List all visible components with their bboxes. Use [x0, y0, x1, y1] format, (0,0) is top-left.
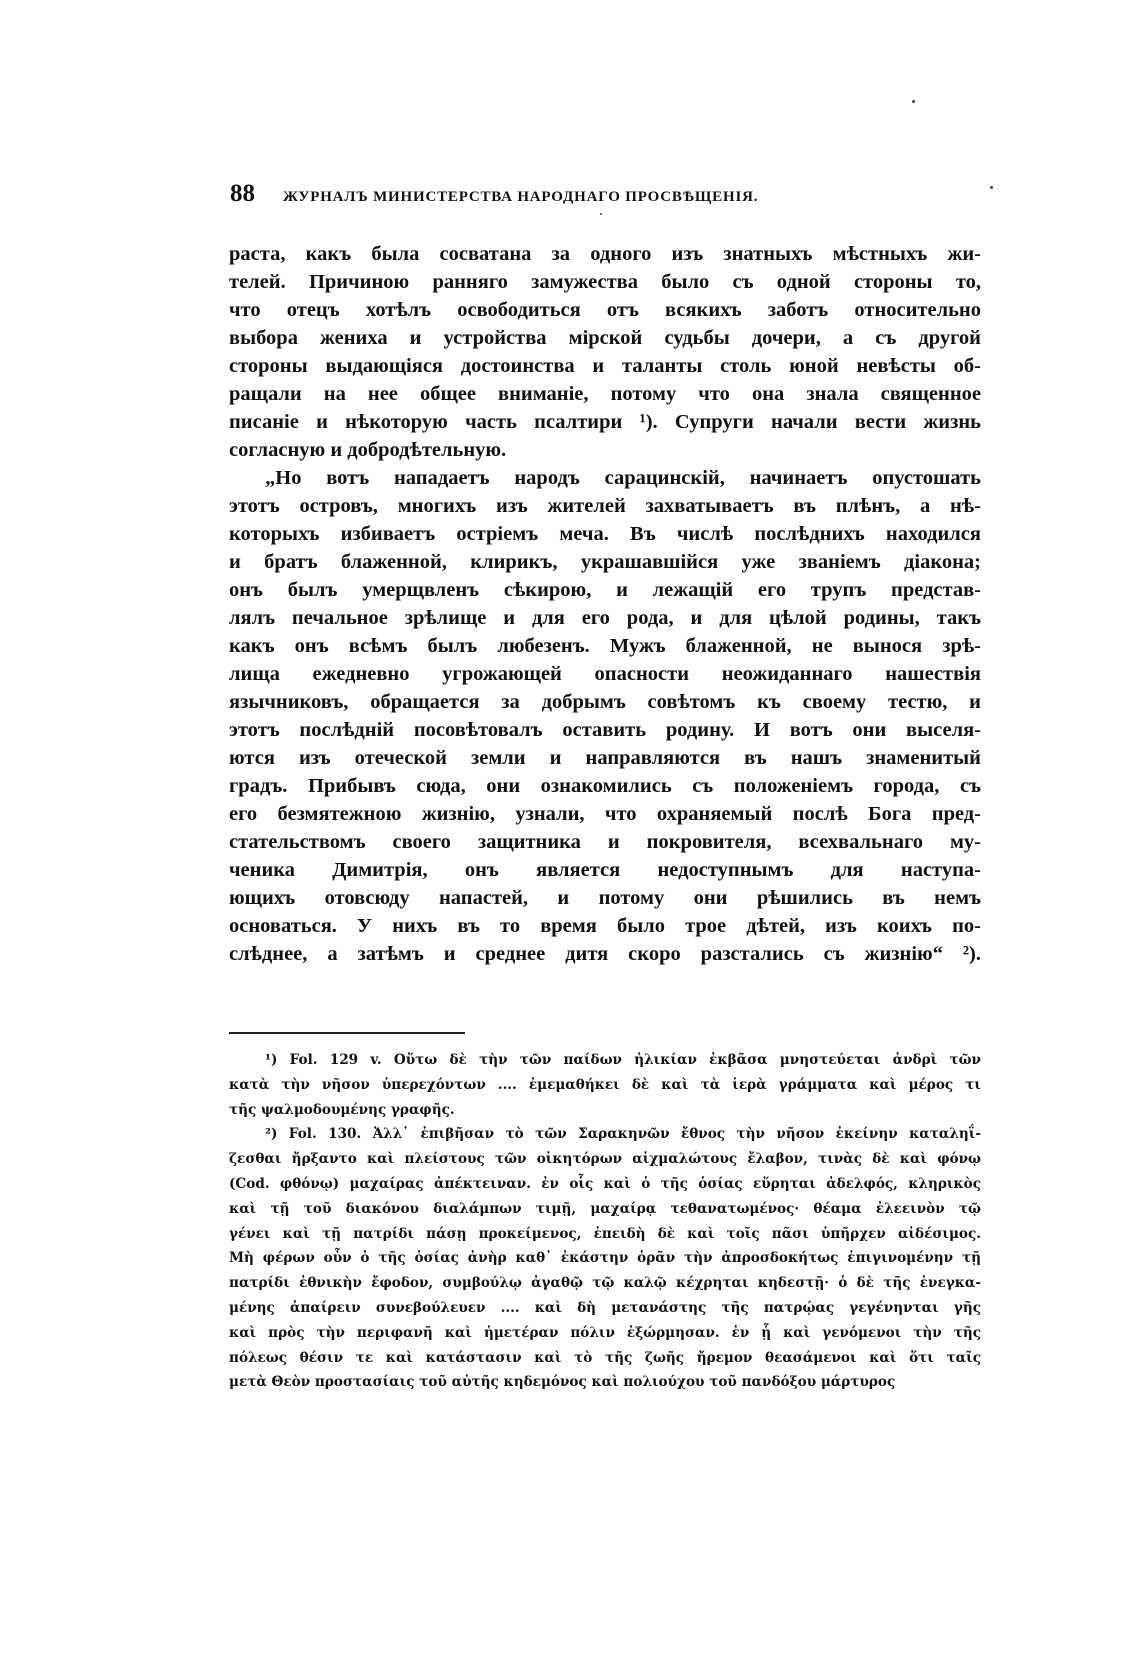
text-line: основаться. У нихъ въ то время было трое дѣтей, изъ коихъ по-: [229, 915, 981, 937]
text-line: согласную и добродѣтельную.: [229, 439, 507, 461]
text-line: ращали на нее общее вниманіе, потому что она знала священное: [229, 383, 981, 405]
running-title: ЖУРНАЛЪ МИНИСТЕРСТВА НАРОДНАГО ПРОСВѢЩЕНІЯ.: [283, 189, 759, 205]
text-line: раста, какъ была сосватана за одного изъ знатныхъ мѣстныхъ жи-: [229, 243, 981, 265]
footnote-line: ¹) Fol. 129 v. Οὕτω δὲ τὴν τῶν παίδων ἡλικίαν ἐκβᾶσα μνηστεύεται ἀνδρὶ τῶν: [265, 1052, 981, 1068]
text-line: писаніе и нѣкоторую часть псалтири ¹). Супруги начали вести жизнь: [229, 411, 981, 433]
text-line: ющихъ отовсюду напастей, и потому они рѣшились въ немъ: [229, 887, 981, 909]
scan-speck: [990, 186, 993, 189]
footnote-line: πόλεως θέσιν τε καὶ κατάστασιν καὶ τὸ τῆς ζωῆς ἤρεμον θεασάμενοι καὶ ὅτι ταῖς: [229, 1349, 981, 1366]
text-line: и братъ блаженной, клирикъ, украшавшійся уже званіемъ діакона;: [229, 551, 981, 573]
text-line: язычниковъ, обращается за добрымъ совѣтомъ къ своему тестю, и: [229, 691, 981, 713]
footnote-line: μένης ἀπαίρειν συνεβούλευεν .... καὶ δὴ μετανάστης τῆς πατρῴας γεγένηνται γῆς: [229, 1299, 981, 1316]
text-line: слѣднее, а затѣмъ и среднее дитя скоро разстались съ жизнію“ ²).: [229, 943, 981, 965]
text-line: „Но вотъ нападаетъ народъ сарацинскій, начинаетъ опустошать: [265, 467, 981, 489]
text-line: градъ. Прибывъ сюда, они ознакомились съ положеніемъ города, съ: [229, 775, 981, 797]
text-line: лища ежедневно угрожающей опасности неожиданнаго нашествія: [229, 663, 981, 685]
footnote-line: γένει καὶ τῇ πατρίδι πάσῃ προκείμενος, ἐπειδὴ δὲ καὶ τοῖς πᾶσι ὑπῆρχεν αἰδέσιμος.: [229, 1225, 981, 1242]
text-line: этотъ послѣдній посовѣтовалъ оставить родину. И вотъ они выселя-: [229, 719, 981, 741]
text-line: стороны выдающіяся достоинства и таланты столь юной невѣсты об-: [229, 355, 981, 377]
footnote-line: Μὴ φέρων οὖν ὁ τῆς ὁσίας ἀνὴρ καθ᾽ ἑκάστην ὁρᾶν τὴν ἀπροσδοκήτως ἐπιγινομένην τῇ: [229, 1250, 981, 1267]
text-line: его безмятежною жизнію, узнали, что охраняемый послѣ Бога пред-: [229, 803, 981, 825]
footnote-line: ²) Fol. 130. Ἀλλ᾽ ἐπιβῆσαν τὸ τῶν Σαρακηνῶν ἔθνος τὴν νῆσον ἐκείνην καταληΐ-: [265, 1126, 981, 1143]
text-line: ченика Димитрія, онъ является недоступнымъ для наступа-: [229, 859, 981, 881]
text-line: выбора жениха и устройства мірской судьбы дочери, а съ другой: [229, 327, 981, 349]
main-text: [229, 240, 981, 968]
footnote-divider: [229, 1032, 465, 1034]
text-line: что отецъ хотѣлъ освободиться отъ всякихъ заботъ относительно: [229, 299, 981, 321]
scan-speck: [600, 213, 602, 215]
text-line: стательствомъ своего защитника и покровителя, всехвальнаго му-: [229, 831, 981, 853]
page-number: 88: [230, 180, 255, 207]
text-line: телей. Причиною ранняго замужества было съ одной стороны то,: [229, 271, 981, 293]
footnotes: [229, 1048, 981, 1395]
footnote-line: (Cod. φθόνῳ) μαχαίρας ἀπέκτειναν. ἐν οἷς καὶ ὁ τῆς ὁσίας εὕρηται ἀδελφός, κληρικὸς: [229, 1175, 981, 1192]
text-line: онъ былъ умерщвленъ сѣкирою, и лежащій его трупъ представ-: [229, 579, 981, 601]
footnote-line: ζεσθαι ἤρξαντο καὶ πλείστους τῶν οἰκητόρων αἰχμαλώτους ἔλαβον, τινὰς δὲ καὶ φόνῳ: [229, 1151, 981, 1168]
footnote-line: τῆς ψαλμοδουμένης γραφῆς.: [229, 1101, 455, 1118]
scan-speck: [912, 100, 915, 103]
footnote-line: καὶ τῇ τοῦ διακόνου διαλάμπων τιμῇ, μαχαίρᾳ τεθανατωμένος· θέαμα ἐλεεινὸν τῷ: [229, 1200, 981, 1217]
text-line: какъ онъ всѣмъ былъ любезенъ. Мужъ блаженной, не вынося зрѣ-: [229, 635, 981, 657]
footnote-line: καὶ πρὸς τὴν περιφανῆ καὶ ἡμετέραν πόλιν ἐξώρμησαν. ἐν ᾗ καὶ γενόμενοι τὴν τῆς: [229, 1324, 981, 1341]
text-line: лялъ печальное зрѣлище и для его рода, и для цѣлой родины, такъ: [229, 607, 981, 629]
page-header: [230, 180, 980, 210]
text-line: этотъ островъ, многихъ изъ жителей захватываетъ въ плѣнъ, а нѣ-: [229, 495, 981, 517]
footnote-line: πατρίδι ἐθνικὴν ἔφοδον, συμβούλῳ ἀγαθῷ τῷ καλῷ κέχρηται κηδεστῇ· ὁ δὲ τῆς ἐνεγκα-: [229, 1275, 981, 1292]
footnote-line: μετὰ Θεὸν προστασίαις τοῦ αὐτῆς κηδεμόνος καὶ πολιούχου τοῦ πανδόξου μάρτυρος: [229, 1374, 896, 1391]
text-line: которыхъ избиваетъ остріемъ меча. Въ числѣ послѣднихъ находился: [229, 523, 981, 545]
text-line: ются изъ отеческой земли и направляются въ нашъ знаменитый: [229, 747, 981, 769]
footnote-line: κατὰ τὴν νῆσον ὑπερεχόντων .... ἐμεμαθήκει δὲ καὶ τὰ ἱερὰ γράμματα καὶ μέρος τι: [229, 1076, 981, 1093]
